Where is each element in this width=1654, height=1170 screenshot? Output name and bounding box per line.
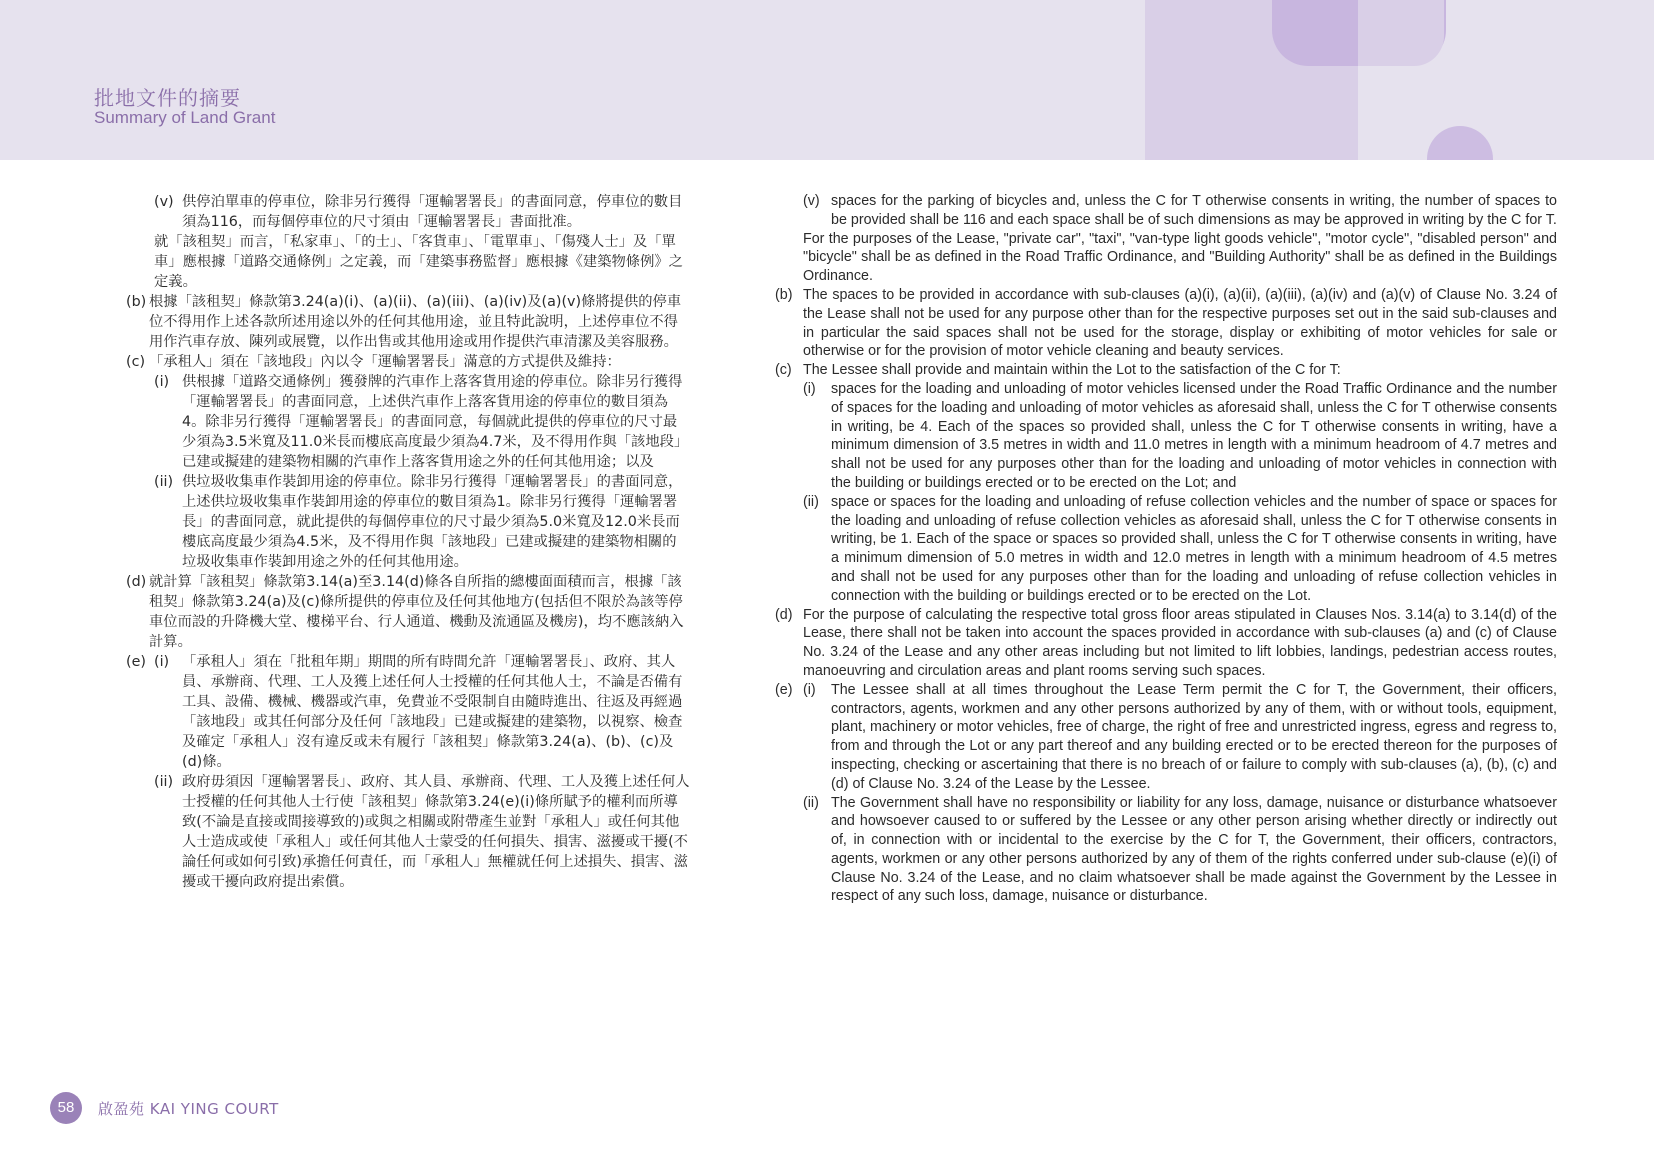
clause-text: 供垃圾收集車作裝卸用途的停車位。除非另行獲得「運輸署署長」的書面同意，上述供垃圾收集車作裝卸用途的停車位的數目須為1。除非另行獲得「運輸署署長」的書面同意，就此提供的每個停車位的尺寸最少須為5.0米寬及12.0米長而樓底高度最少須為4.5米，及不得用作與「該地段」已建或擬建的建築物相關的垃圾收集車作裝卸用途之外的任何其他用途。 bbox=[182, 474, 683, 570]
clause-marker: (ii) bbox=[803, 794, 819, 811]
clause-text: The Government shall have no responsibility or liability for any loss, damage, nuisance or disturbance whatsoever and howsoever caused to or suffered by the Lessee or any other person arising whether directly or indirectly out of, in connection with or incidental to the exercise by the C for T, the Government, their officers, contractors, agents, workmen or any other persons authorized by any of them of the rights conferred under sub-clause (e)(i) of Clause No. 3.24 of the Lease, and no claim whatsoever shall be made against the Government by the Lessee in respect of any such loss, damage, nuisance or disturbance. bbox=[831, 794, 1557, 905]
clause-c-ii-cn bbox=[120, 472, 690, 572]
clause-c-en bbox=[775, 361, 1557, 380]
clause-e-ii-en bbox=[775, 794, 1557, 907]
clause-a-v-cn bbox=[120, 192, 690, 232]
clause-text: spaces for the parking of bicycles and, unless the C for T otherwise consents in writing, the number of spaces to be provided shall be 116 and each space shall be of such dimensions as may be approved in writing by the C for T. bbox=[831, 193, 1557, 228]
clause-marker: (e) bbox=[126, 654, 146, 670]
section-title-chinese: 批地文件的摘要 bbox=[94, 86, 241, 110]
estate-name: 啟盈苑 KAI YING COURT bbox=[98, 1100, 279, 1118]
clause-text: spaces for the loading and unloading of motor vehicles licensed under the Road Traffic Ordinance and the number of spaces for the loading and unloading of motor vehicles as aforesaid shall, unless the C for T otherwise consents in writing, be 4. Each of the spaces so provided shall, unless the C for T otherwise consents in writing, have a minimum dimension of 3.5 metres in width and 11.0 metres in length with a minimum headroom of 4.7 metres and shall not be used for any purposes other than for the loading and unloading of motor vehicles in connection with the building or buildings erected or to be erected on the Lot; and bbox=[831, 380, 1557, 491]
clause-marker: (d) bbox=[126, 574, 147, 590]
clause-marker: (i) bbox=[154, 654, 170, 670]
section-title-english: Summary of Land Grant bbox=[94, 108, 276, 127]
clause-text: The Lessee shall provide and maintain within the Lot to the satisfaction of the C for T: bbox=[803, 362, 1341, 379]
clause-marker: (b) bbox=[126, 294, 147, 310]
clause-marker: (c) bbox=[775, 362, 792, 379]
clause-marker: (ii) bbox=[154, 774, 174, 790]
clause-text: For the purpose of calculating the respective total gross floor areas stipulated in Clauses Nos. 3.14(a) to 3.14(d) of the Lease, there shall not be taken into account the spaces provided in accordance with sub-clauses (a) and (c) of Clause No. 3.24 of the Lease and any other areas including but not limited to lift lobbies, landings, pedestrian access routes, manoeuvring and circulation areas and plant rooms serving such spaces. bbox=[803, 606, 1557, 679]
header-decoration-shape bbox=[1358, 0, 1444, 66]
clause-marker: (i) bbox=[154, 374, 170, 390]
chinese-column bbox=[120, 192, 690, 892]
clause-b-en bbox=[775, 286, 1557, 361]
definitions-paragraph-en: For the purposes of the Lease, "private car", "taxi", "van-type light goods vehicle", "motor cycle", "disabled person" and "bicycle" shall be as defined in the Road Traffic Ordinance, and "Building Authority" shall be as defined in the Buildings Ordinance. bbox=[803, 230, 1557, 285]
clause-text: The Lessee shall at all times throughout the Lease Term permit the C for T, the Government, their officers, contractors, agents, workmen and any other persons authorized by any of them, with or without tools, equipment, plant, machinery or motor vehicles, free of charge, the right of free and unrestricted ingress, egress and regress to, from and through the Lot or any part thereof and any building erected or to be erected thereon for the purposes of inspecting, checking or ascertaining that there is no breach of or failure to comply with sub-clauses (a), (b), (c) and (d) of Clause No. 3.24 of the Lease by the Lessee. bbox=[831, 681, 1557, 792]
clause-c-cn bbox=[120, 352, 690, 372]
page-header bbox=[0, 0, 1654, 160]
clause-text: 根據「該租契」條款第3.24(a)(i)、(a)(ii)、(a)(iii)、(a)(iv)及(a)(v)條將提供的停車位不得用作上述各款所述用途以外的任何其他用途，並且特此說明，上述停車位不得用作汽車存放、陳列或展覽，以作出售或其他用途或用作提供汽車清潔及美容服務。 bbox=[149, 294, 682, 350]
clause-e-i-en bbox=[775, 681, 1557, 794]
clause-marker: (c) bbox=[126, 354, 146, 370]
header-decoration-circle bbox=[1427, 126, 1493, 160]
clause-c-i-en bbox=[775, 380, 1557, 493]
clause-marker: (i) bbox=[803, 681, 816, 698]
clause-c-ii-en bbox=[775, 493, 1557, 606]
clause-marker: (v) bbox=[154, 194, 174, 210]
clause-marker: (ii) bbox=[154, 474, 174, 490]
clause-text: 「承租人」須在「批租年期」期間的所有時間允許「運輸署署長」、政府、其人員、承辦商、代理、工人及獲上述任何人士授權的任何其他人士，不論是否備有工具、設備、機械、機器或汽車，免費並不受限制自由隨時進出、往返及再經過「該地段」或其任何部分及任何「該地段」已建或擬建的建築物，以視察、檢查及確定「承租人」沒有違反或未有履行「該租契」條款第3.24(a)、(b)、(c)及(d)條。 bbox=[182, 654, 683, 770]
clause-text: 就計算「該租契」條款第3.14(a)至3.14(d)條各自所指的總樓面面積而言，根據「該租契」條款第3.24(a)及(c)條所提供的停車位及任何其他地方(包括但不限於為該等停車位而設的升降機大堂、樓梯平台、行人通道、機動及流通區及機房)，均不應該納入計算。 bbox=[149, 574, 684, 650]
clause-b-cn bbox=[120, 292, 690, 352]
clause-a-v-en bbox=[775, 192, 1557, 230]
clause-marker: (b) bbox=[775, 286, 793, 303]
definitions-paragraph-cn: 就「該租契」而言，「私家車」、「的士」、「客貨車」、「電單車」、「傷殘人士」及「單車」應根據「道路交通條例」之定義，而「建築事務監督」應根據《建築物條例》之定義。 bbox=[154, 234, 683, 290]
clause-text: 政府毋須因「運輸署署長」、政府、其人員、承辦商、代理、工人及獲上述任何人士授權的任何其他人士行使「該租契」條款第3.24(e)(i)條所賦予的權利而所導致(不論是直接或間接導致的)或與之相關或附帶產生並對「承租人」或任何其他人士造成或使「承租人」或任何其他人士蒙受的任何損失、損害、滋擾或干擾(不論任何或如何引致)承擔任何責任，而「承租人」無權就任何上述損失、損害、滋擾或干擾向政府提出索償。 bbox=[182, 774, 690, 890]
page-number-badge: 58 bbox=[50, 1092, 82, 1124]
clause-marker: (d) bbox=[775, 606, 793, 623]
clause-e-i-cn bbox=[120, 652, 690, 772]
clause-e-ii-cn bbox=[120, 772, 690, 892]
clause-text: 「承租人」須在「該地段」內以令「運輸署署長」滿意的方式提供及維持： bbox=[149, 354, 621, 370]
clause-marker: (v) bbox=[803, 193, 820, 209]
clause-c-i-cn bbox=[120, 372, 690, 472]
clause-d-cn bbox=[120, 572, 690, 652]
clause-text: The spaces to be provided in accordance with sub-clauses (a)(i), (a)(ii), (a)(iii), (a)(iv) and (a)(v) of Clause No. 3.24 of the Lease shall not be used for any purpose other than for the respective purposes set out in the said sub-clauses and in particular the said spaces shall not be used for the storage, display or exhibiting of motor vehicles for sale or otherwise or for the provision of motor vehicle cleaning and beauty services. bbox=[803, 286, 1557, 360]
english-column bbox=[775, 192, 1557, 906]
clause-marker: (ii) bbox=[803, 493, 819, 510]
clause-text: space or spaces for the loading and unloading of refuse collection vehicles and the number of space or spaces for the loading and unloading of refuse collection vehicles as aforesaid shall, unless the C for T otherwise consents in writing, be 1. Each of the space or spaces so provided shall, unless the C for T otherwise consents in writing, have a minimum dimension of 5.0 metres in width and 12.0 metres in length with a minimum headroom of 4.5 metres and shall not be used for any purposes other than for the loading and unloading of refuse collection vehicles in connection with the building or buildings erected or to be erected on the Lot. bbox=[831, 493, 1557, 604]
clause-marker: (i) bbox=[803, 380, 816, 397]
clause-text: 供停泊單車的停車位，除非另行獲得「運輸署署長」的書面同意，停車位的數目須為116，而每個停車位的尺寸須由「運輸署署長」書面批准。 bbox=[182, 194, 683, 230]
clause-marker: (e) bbox=[775, 681, 793, 698]
clause-text: 供根據「道路交通條例」獲發牌的汽車作上落客貨用途的停車位。除非另行獲得「運輸署署長」的書面同意，上述供汽車作上落客貨用途的停車位的數目須為4。除非另行獲得「運輸署署長」的書面同意，每個就此提供的停車位的尺寸最少須為3.5米寬及11.0米長而樓底高度最少須為4.7米，及不得用作與「該地段」已建或擬建的建築物相關的汽車作上落客貨用途之外的任何其他用途；以及 bbox=[182, 374, 689, 470]
clause-d-en bbox=[775, 606, 1557, 681]
